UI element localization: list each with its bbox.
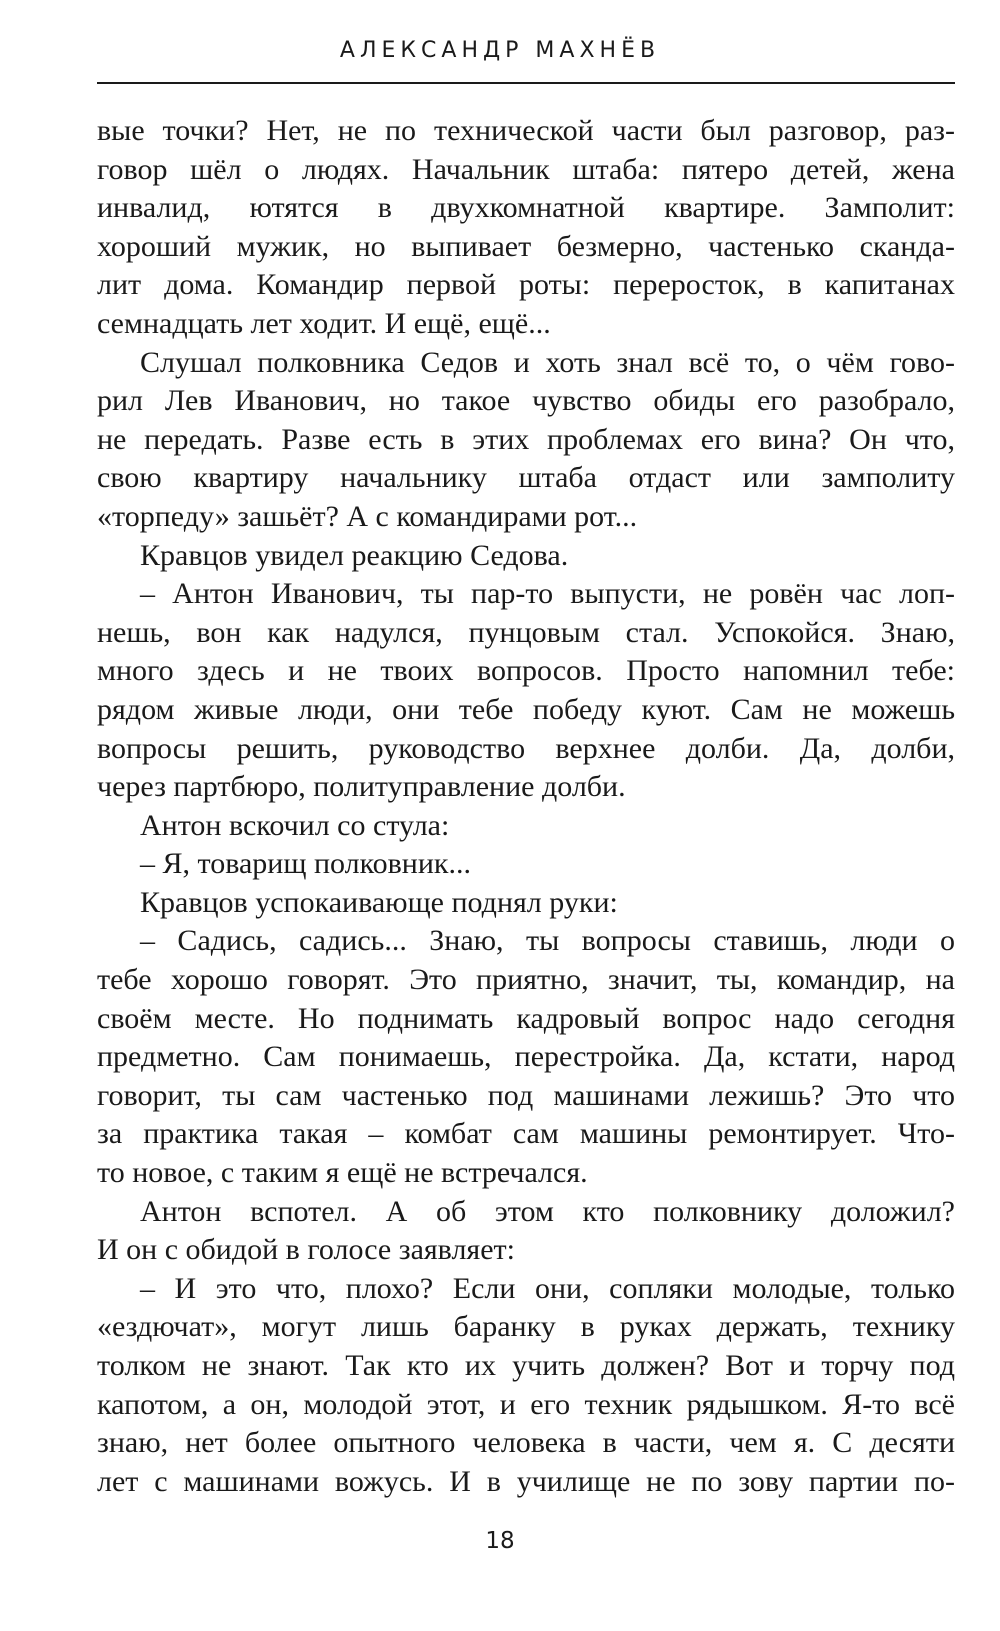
text-line: Антон вспотел. А об этом кто полковнику доложил? (140, 1194, 955, 1228)
text-line: лит дома. Командир первой роты: переросток, в капитанах (97, 268, 955, 302)
text-line: много здесь и не твоих вопросов. Просто напомнил тебе: (97, 654, 955, 688)
text-line: толком не знают. Так кто их учить должен? Вот и торчу под (97, 1349, 955, 1382)
text-line: Кравцов успокаивающе поднял руки: (140, 885, 618, 919)
text-line: то новое, с таким я ещё не встречался. (97, 1156, 588, 1190)
header-rule (97, 82, 955, 84)
text-line: – И это что, плохо? Если они, сопляки молодые, только (140, 1271, 955, 1305)
text-line: за практика такая – комбат сам машины ремонтирует. Что- (97, 1117, 955, 1151)
text-line: капотом, а он, молодой этот, и его техник рядышком. Я-то всё (97, 1387, 955, 1421)
text-line: нешь, вон как надулся, пунцовым стал. Успокойся. Знаю, (97, 615, 955, 649)
text-line: тебе хорошо говорят. Это приятно, значит, ты, командир, на (97, 963, 955, 997)
text-line: через партбюро, политуправление долби. (97, 770, 626, 804)
text-line: – Я, товарищ полковник... (140, 847, 471, 881)
text-line: Кравцов увидел реакцию Седова. (140, 538, 569, 572)
text-line: вые точки? Нет, не по технической части был разговор, раз- (97, 114, 955, 147)
text-line: рядом живые люди, они тебе победу куют. Сам не можешь (97, 692, 955, 726)
running-head: АЛЕКСАНДР МАХНЁВ (339, 38, 661, 63)
text-line: – Антон Иванович, ты пар-то выпусти, не ровён час лоп- (140, 577, 955, 611)
text-line: «ездючат», могут лишь баранку в руках держать, технику (97, 1310, 955, 1344)
text-line: не передать. Разве есть в этих проблемах его вина? Он что, (97, 422, 955, 456)
text-line: инвалид, ютятся в двухкомнатной квартире. Замполит: (97, 191, 955, 225)
text-line: знаю, нет более опытного человека в части, чем я. С десяти (97, 1426, 955, 1460)
text-line: «торпеду» зашьёт? А с командирами рот... (97, 499, 638, 533)
page-number: 18 (485, 1528, 515, 1554)
text-line: хороший мужик, но выпивает безмерно, частенько сканда- (97, 229, 955, 263)
text-line: Слушал полковника Седов и хоть знал всё то, о чём гово- (140, 345, 955, 379)
text-line: свою квартиру начальнику штаба отдаст или замполиту (97, 461, 955, 495)
text-line: лет с машинами вожусь. И в училище не по зову партии по- (97, 1464, 955, 1498)
text-line: И он с обидой в голосе заявляет: (97, 1233, 515, 1267)
text-line: говор шёл о людях. Начальник штаба: пятеро детей, жена (97, 152, 955, 186)
text-line: говорит, ты сам частенько под машинами лежишь? Это что (97, 1078, 955, 1112)
text-line: своём месте. Но поднимать кадровый вопрос надо сегодня (97, 1001, 955, 1035)
text-line: семнадцать лет ходит. И ещё, ещё... (97, 306, 551, 340)
text-line: предметно. Сам понимаешь, перестройка. Да, кстати, народ (97, 1040, 955, 1074)
text-line: Антон вскочил со стула: (140, 808, 450, 842)
text-line: – Садись, садись... Знаю, ты вопросы ставишь, люди о (140, 924, 955, 958)
text-line: рил Лев Иванович, но такое чувство обиды его разобрало, (97, 384, 955, 418)
body-text (97, 112, 955, 1501)
text-line: вопросы решить, руководство верхнее долби. Да, долби, (97, 731, 955, 765)
